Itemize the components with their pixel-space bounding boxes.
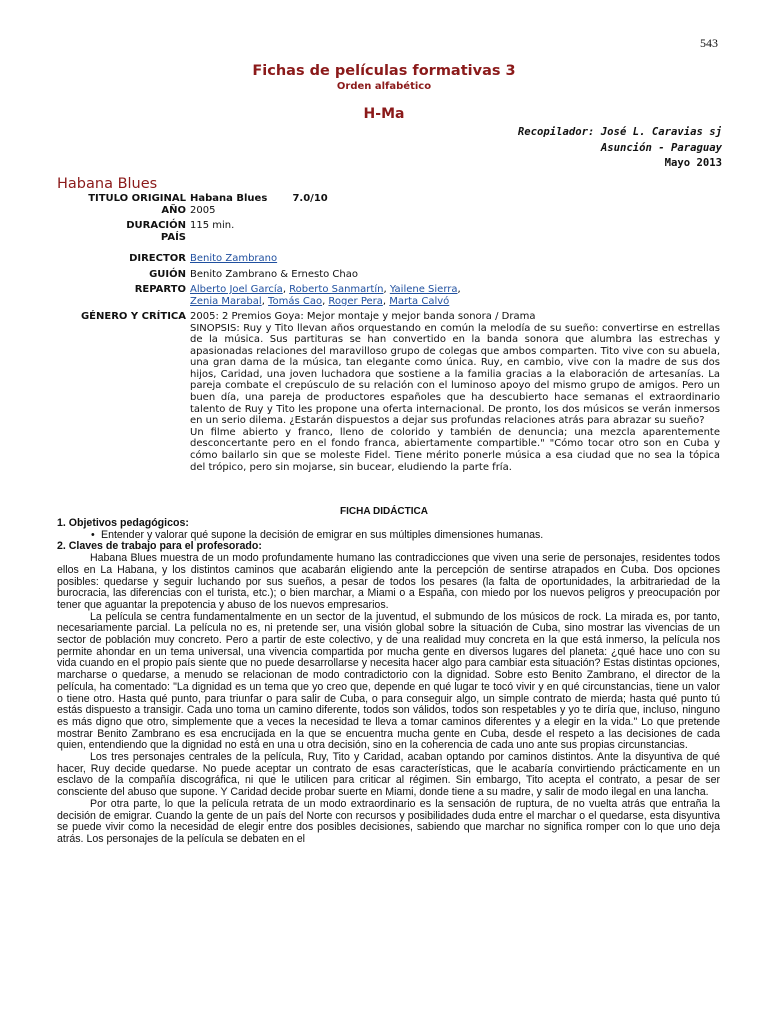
- label-reparto: REPARTO: [134, 284, 186, 295]
- info-row-titulo: [58, 193, 720, 205]
- section-objetivos: 1. Objetivos pedagógicos:: [57, 517, 189, 529]
- label-duracion: DURACIÓN: [126, 220, 186, 231]
- ficha-heading: FICHA DIDÁCTICA: [340, 506, 428, 517]
- film-heading: Habana Blues: [57, 176, 158, 192]
- paragraph: La película se centra fundamentalmente en un sector de la juventud, el submundo de los músicos de rock. La mirada es, por tanto, necesariamente parcial. La película no es, ni pretende ser, una visión global sobre la situación de Cuba, sino mostrar las vivencias de un sector de población muy concreto. Pero a partir de este colectivo, y de una realidad muy concreta en la que está inmerso, la película nos permite ahondar en un tema universal, una vivencia compartida por mucha gente en diversos lugares del planeta: ¿qué hace uno con su vida cuando en el propio país siente que no puede desarrollarse y necesita hacer algo para cambiar esta situación? Estas distintas opciones, marcharse o quedarse, a menudo se relacionan de modo contradictorio con la dignidad. Sobre esto Benito Zambrano, el director de la película, ha comentado: "La dignidad es un tema que yo creo que, depende en qué lugar te tocó vivir y en qué circunstancias, tiene un valor o tiene otro. Hasta qué punto, para triunfar o para salir de Cuba, o para conseguir algo, un simple contrato de mierda; hasta qué punto tú estás dispuesto a transigir. Cada uno toma un camino diferente, todos son válidos, todos son respetables y yo te diría que, incluso, ninguno es más digno que otro, simplemente que a veces la necesidad te lleva a tomar caminos diferentes y a elegir en la vida." Lo que pretende mostrar Benito Zambrano es esa encrucijada en la que se encuentra mucha gente en Cuba, desde el respeto a las decisiones de cada quien, entendiendo que la dignidad no está en una u otra decisión, sino en la coherencia de cada uno ante sus propias circunstancias.: [57, 610, 720, 752]
- label-pais: PAÍS: [160, 231, 186, 243]
- info-row-anio: [58, 205, 720, 217]
- value-critica: Un filme abierto y franco, lleno de colorido y también de denuncia; una mezcla aparentemente desconcertante pero en el fondo franca, abiertamente compartible." "Cómo tocar otro son en Cuba y cómo bailarlo sin que se moleste Fidel. Tiene mérito ponerle música a esa ciudad que no sea la tópica del trópico, pero sin mojarse, sin bucear, eludiendo la parte fría.: [190, 426, 720, 473]
- paragraph: Habana Blues muestra de un modo profundamente humano las contradicciones que viven una serie de personajes, residentes todos ellos en La Habana, y los distintos caminos que acabarán eligiendo ante la percepción de sentirse atrapados en Cuba. Dos opciones posibles: quedarse y seguir luchando por sus sueños, a pesar de todos los pesares (la falta de oportunidades, la arbitrariedad de la burocracia, las diferencias con el turista, etc.); o bien marchar, a Miami o a España, con miedo por los nuevos peligros y preocupación por tener que aguantar la prepotencia y abuso de los nuevos empresarios.: [57, 552, 720, 611]
- paragraph: Por otra parte, lo que la película retrata de un modo extraordinario es la sensación de ruptura, de no vuelta atrás que entraña la decisión de emigrar. Cuando la gente de un país del Norte con recursos y posibilidades duda entre el marchar o el quedarse, esta disyuntiva se puede vivir como la necesidad de elegir entre dos posibles decisiones, sabiendo que marchar no significa romper con lo que uno deja atrás. Los personajes de la película se debaten en el: [57, 797, 720, 845]
- label-director: DIRECTOR: [129, 253, 186, 264]
- cast-link[interactable]: Tomás Cao: [268, 295, 323, 307]
- page-number: 543: [700, 36, 718, 50]
- info-row-reparto: [58, 284, 720, 307]
- compiler-date: Mayo 2013: [664, 157, 722, 169]
- label-titulo: TITULO ORIGINAL: [88, 193, 186, 204]
- info-row-genero: [58, 311, 720, 473]
- ficha-body: [57, 518, 720, 846]
- value-titulo: Habana Blues: [190, 193, 268, 204]
- cast-link[interactable]: Marta Calvó: [389, 295, 450, 307]
- info-row-duracion: [58, 220, 720, 232]
- cast-link[interactable]: Roger Pera: [328, 295, 383, 307]
- value-awards: 2005: 2 Premios Goya: Mejor montaje y mejor banda sonora / Drama: [190, 311, 536, 322]
- value-sinopsis: SINOPSIS: Ruy y Tito llevan años orquestando en común la melodía de su sueño: convertirse en estrellas de la música. Sus partituras se han convertido en la banda sonora que alumbra las estrechas y apasionadas relaciones del maravilloso grupo de colegas que ambos comparten. Tito vive con su abuela, una gran dama de la música, tan elegante como única. Ruy, en cambio, vive con la madre de sus dos hijos, Caridad, una joven luchadora que sostiene a la familia gracias a la elaboración de artesanías. La pareja combate el crepúsculo de su relación con el luminoso apoyo del mismo grupo de amigos. Pero un buen día, una pareja de productores españoles que ha descubierto hace semanas el extraordinario talento de Ruy y Tito les propone una oferta internacional. De pronto, los dos músicos se verán inmersos en un serio dilema. ¿Estarán dispuestos a dejar sus profundas relaciones atrás para abrazar su sueño?: [190, 322, 720, 427]
- cast-link[interactable]: Yailene Sierra: [389, 284, 458, 295]
- label-anio: AÑO: [161, 204, 186, 216]
- document-title: Fichas de películas formativas 3: [252, 63, 516, 79]
- info-row-guion: [58, 269, 720, 281]
- value-anio: 2005: [190, 204, 216, 216]
- value-guion: Benito Zambrano & Ernesto Chao: [190, 268, 359, 280]
- film-info-table: [58, 193, 720, 473]
- document-subtitle: Orden alfabético: [336, 81, 432, 92]
- paragraph: Los tres personajes centrales de la película, Ruy, Tito y Caridad, acaban optando por caminos distintos. Ante la disyuntiva de qué hacer, Ruy decide quedarse. No puede aceptar un contrato de esas características, que le acabaría convirtiendo prácticamente en un esclavo de la compañía discográfica, ni que le utilicen para criticar al régimen. Sin embargo, Tito acepta el contrato, a pesar de ser consciente del abuso que supone. Y Caridad decide probar suerte en Miami, donde tiene a su madre, y salir de modo ilegal en una lancha.: [57, 751, 720, 799]
- cast-link[interactable]: Roberto Sanmartín: [289, 284, 384, 295]
- compiler-block: [518, 125, 722, 172]
- director-link[interactable]: Benito Zambrano: [190, 253, 278, 264]
- info-row-pais: [58, 232, 720, 244]
- cast-link[interactable]: Zenia Marabal: [190, 295, 262, 307]
- label-genero: GÉNERO Y CRÍTICA: [80, 311, 186, 322]
- objetivo-bullet: • Entender y valorar qué supone la decisión de emigrar en sus múltiples dimensiones humanas.: [57, 530, 720, 542]
- section-claves: 2. Claves de trabajo para el profesorado:: [57, 540, 262, 553]
- value-rating: 7.0/10: [292, 193, 328, 204]
- cast-link[interactable]: Alberto Joel García: [190, 284, 283, 295]
- compiler-name: Recopilador: José L. Caravias sj: [517, 126, 722, 138]
- value-duracion: 115 min.: [190, 220, 235, 231]
- value-pais: [190, 232, 720, 244]
- cast-list: Alberto Joel García, Roberto Sanmartín, Yailene Sierra, Zenia Marabal, Tomás Cao, Roger Pera, Marta Calvó: [190, 284, 461, 307]
- info-row-director: [58, 253, 720, 265]
- compiler-place: Asunción - Paraguay: [600, 141, 722, 154]
- label-guion: GUIÓN: [149, 268, 186, 280]
- alphabetical-range: H-Ma: [363, 106, 405, 122]
